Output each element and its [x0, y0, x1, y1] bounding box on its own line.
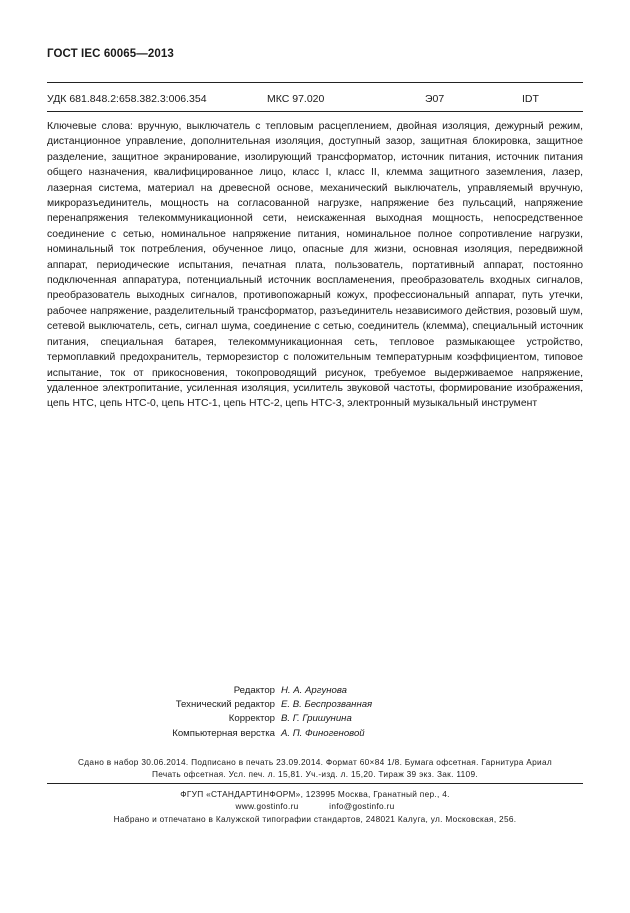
publisher-email: info@gostinfo.ru — [329, 801, 395, 812]
classification-row — [0, 93, 630, 107]
mks-code: МКС 97.020 — [267, 93, 325, 105]
printing-house: Набрано и отпечатано в Калужской типографии стандартов, 248021 Калуга, ул. Московская, 256. — [113, 813, 517, 824]
editor-name: Е. В. Беспрозванная — [281, 699, 373, 711]
publisher-contacts — [47, 800, 583, 812]
publisher-block — [47, 788, 583, 825]
equivalence-code: IDT — [522, 93, 539, 105]
editors-block — [0, 684, 630, 741]
editor-name: В. Г. Гришунина — [281, 713, 352, 725]
editor-role: Технический редактор — [175, 699, 275, 711]
editor-name: А. П. Финогеновой — [281, 727, 365, 739]
imprint-block — [47, 756, 583, 781]
keywords-divider — [47, 380, 583, 381]
imprint-line-1: Сдано в набор 30.06.2014. Подписано в печать 23.09.2014. Формат 60×84 1/8. Бумага офсетная. Гарнитура Ариал — [77, 757, 553, 767]
editor-role: Корректор — [228, 713, 275, 725]
keywords-paragraph: Ключевые слова: вручную, выключатель с тепловым расцеплением, двойная изоляция, дежурный режим, дистанционное управление, дополнительная изоляция, доступный зазор, защитная блокировка, защитное разделение, защитное экранирование, изолирующий трансформатор, источник питания, источник питания общего назначения, квалифицированное лицо, класс I, класс II, клемма защитного заземления, лазер, лазерная система, материал на древесной основе, механический выключатель, управляемый вручную, микроразъединитель, мощность на согласованной нагрузке, напряжение без пульсаций, напряжение перенапряжения телекоммуникационной сети, неискаженная выходная мощность, непосредственное соединение с сетью, номинальное напряжение питания, номинальное полное сопротивление нагрузки, номинальный ток потребления, обученное лицо, опасные для жизни, основная изоляция, передвижной аппарат, периодические испытания, печатная плата, пользователь, портативный аппарат, постоянно подключенная аппаратура, потенциальный источник воспламенения, преобразователь входных сигналов, преобразователь выходных сигналов, противопожарный кожух, профессиональный аппарат, путь утечки, рабочее напряжение, разделительный трансформатор, разъединитель независимого действия, розовый шум, сетевой выключатель, сеть, сигнал шума, соединение с сетью, соединитель (клемма), специальный источник питания, специальная батарея, телекоммуникационная сеть, тепловое размыкающее устройство, термоплавкий предохранитель, терморезистор с положительным температурным коэффициентом, типовое испытание, ток от прикосновения, токопроводящий рисунок, требуемое выдерживаемое напряжение, удаленное электропитание, усиленная изоляция, усилитель звуковой частоты, формирование изображения, цепь НТС, цепь НТС-0, цепь НТС-1, цепь НТС-2, цепь НТС-3, электронный музыкальный инструмент — [47, 121, 583, 410]
editor-row — [0, 712, 630, 726]
classification-divider — [47, 111, 583, 112]
publisher-name: ФГУП «СТАНДАРТИНФОРМ», 123995 Москва, Гранатный пер., 4. — [180, 789, 450, 799]
editor-row — [0, 698, 630, 712]
standard-designation: ГОСТ IEC 60065—2013 — [47, 48, 174, 60]
imprint-line-2: Печать офсетная. Усл. печ. л. 15,81. Уч.-изд. л. 15,20. Тираж 39 экз. Зак. 1109. — [152, 769, 478, 780]
top-divider — [47, 82, 583, 83]
editor-name: Н. А. Аргунова — [281, 685, 347, 696]
editor-role: Компьютерная верстка — [172, 727, 275, 739]
editor-role: Редактор — [233, 685, 275, 696]
imprint-divider — [47, 783, 583, 784]
editor-row — [0, 727, 630, 741]
editor-row — [0, 684, 630, 698]
okp-code: Э07 — [425, 93, 445, 105]
udk-code: УДК 681.848.2:658.382.3:006.354 — [47, 93, 207, 105]
publisher-website: www.gostinfo.ru — [235, 801, 299, 812]
